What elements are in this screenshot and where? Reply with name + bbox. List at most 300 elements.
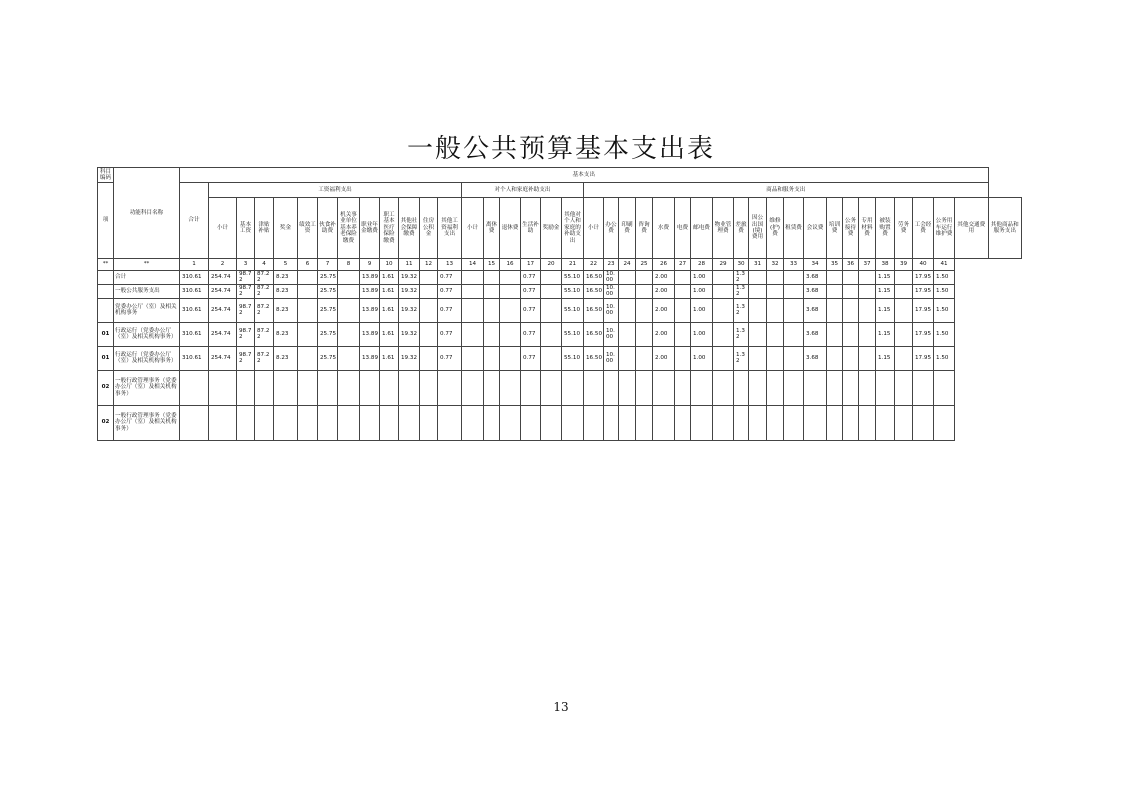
value-cell [298, 405, 318, 440]
value-cell [360, 405, 380, 440]
value-cell [749, 298, 767, 322]
value-cell [298, 322, 318, 346]
value-cell [749, 271, 767, 285]
value-cell: 0.77 [438, 284, 462, 298]
value-cell: 13.89 [360, 322, 380, 346]
value-cell [934, 370, 955, 405]
value-cell [636, 271, 653, 285]
value-cell [500, 271, 521, 285]
value-cell: 0.77 [438, 322, 462, 346]
value-cell [462, 322, 484, 346]
row-code: 02 [98, 405, 114, 440]
value-cell: 10.00 [604, 322, 619, 346]
value-cell: 16.50 [584, 284, 604, 298]
header-col-27: 差旅费 [734, 198, 749, 259]
value-cell [843, 370, 859, 405]
header-col-22: 咨询费 [636, 198, 653, 259]
value-cell: 25.75 [318, 271, 338, 285]
value-cell [876, 370, 895, 405]
index-cell: 15 [484, 259, 500, 271]
value-cell [338, 405, 360, 440]
value-cell: 1.00 [691, 346, 713, 370]
value-cell [298, 284, 318, 298]
value-cell [827, 346, 843, 370]
header-col-17: 奖励金 [541, 198, 562, 259]
value-cell: 3.68 [804, 322, 827, 346]
value-cell [636, 346, 653, 370]
index-cell: 13 [438, 259, 462, 271]
index-cell: 5 [274, 259, 298, 271]
value-cell: 8.23 [274, 322, 298, 346]
value-cell [209, 370, 237, 405]
value-cell [876, 405, 895, 440]
value-cell [237, 370, 255, 405]
index-cell: 7 [318, 259, 338, 271]
value-cell: 16.50 [584, 298, 604, 322]
value-cell [318, 405, 338, 440]
value-cell [562, 370, 584, 405]
value-cell [859, 322, 876, 346]
value-cell [484, 284, 500, 298]
value-cell: 0.77 [521, 271, 541, 285]
value-cell [399, 370, 420, 405]
index-cell: 9 [360, 259, 380, 271]
value-cell [675, 370, 691, 405]
value-cell: 254.74 [209, 284, 237, 298]
value-cell: 310.61 [180, 284, 209, 298]
index-cell: 23 [604, 259, 619, 271]
value-cell [338, 346, 360, 370]
value-cell: 19.32 [399, 322, 420, 346]
value-cell: 1.00 [691, 284, 713, 298]
value-cell [675, 405, 691, 440]
value-cell: 2.00 [653, 284, 675, 298]
row-name: 合计 [114, 271, 180, 285]
value-cell [462, 284, 484, 298]
header-col-26: 物业管理费 [713, 198, 734, 259]
value-cell [713, 284, 734, 298]
value-cell [713, 346, 734, 370]
value-cell [298, 370, 318, 405]
value-cell [895, 322, 913, 346]
value-cell [675, 346, 691, 370]
value-cell [484, 405, 500, 440]
header-col-33: 公务接待费 [843, 198, 859, 259]
header-col-1: 小计 [209, 198, 237, 259]
value-cell: 98.72 [237, 284, 255, 298]
value-cell [619, 298, 636, 322]
value-cell [360, 370, 380, 405]
value-cell [895, 271, 913, 285]
value-cell [713, 322, 734, 346]
header-col-25: 邮电费 [691, 198, 713, 259]
value-cell: 1.32 [734, 346, 749, 370]
header-col-24: 电费 [675, 198, 691, 259]
index-cell: 3 [237, 259, 255, 271]
value-cell [895, 284, 913, 298]
header-total: 合计 [180, 183, 209, 259]
value-cell: 87.22 [255, 346, 274, 370]
index-cell: 24 [619, 259, 636, 271]
index-cell: 17 [521, 259, 541, 271]
value-cell: 1.15 [876, 298, 895, 322]
value-cell [859, 346, 876, 370]
value-cell [767, 346, 784, 370]
value-cell: 87.22 [255, 322, 274, 346]
index-cell: 25 [636, 259, 653, 271]
value-cell: 98.72 [237, 298, 255, 322]
value-cell [484, 346, 500, 370]
value-cell: 98.72 [237, 322, 255, 346]
header-col-12: 其他工资福利支出 [438, 198, 462, 259]
value-cell: 0.77 [521, 346, 541, 370]
value-cell [209, 405, 237, 440]
header-col-37: 工会经费 [913, 198, 934, 259]
value-cell [399, 405, 420, 440]
value-cell: 13.89 [360, 346, 380, 370]
index-cell: 22 [584, 259, 604, 271]
value-cell: 254.74 [209, 346, 237, 370]
value-cell [804, 370, 827, 405]
value-cell [734, 370, 749, 405]
value-cell [484, 298, 500, 322]
index-cell: 6 [298, 259, 318, 271]
value-cell [420, 405, 438, 440]
value-cell [500, 298, 521, 322]
value-cell: 1.00 [691, 271, 713, 285]
value-cell [713, 370, 734, 405]
value-cell [691, 370, 713, 405]
value-cell [338, 298, 360, 322]
value-cell [584, 370, 604, 405]
value-cell [541, 298, 562, 322]
index-cell: 2 [209, 259, 237, 271]
value-cell [675, 284, 691, 298]
value-cell [784, 271, 804, 285]
value-cell [619, 370, 636, 405]
value-cell [619, 346, 636, 370]
index-cell: 33 [784, 259, 804, 271]
value-cell: 1.50 [934, 271, 955, 285]
value-cell [713, 298, 734, 322]
value-cell [338, 370, 360, 405]
value-cell [934, 405, 955, 440]
value-cell [675, 271, 691, 285]
value-cell: 17.95 [913, 298, 934, 322]
index-cell: 29 [713, 259, 734, 271]
index-cell: 34 [804, 259, 827, 271]
row-name: 一般行政管理事务（党委办公厅（室）及相关机构事务） [114, 405, 180, 440]
value-cell: 0.77 [521, 298, 541, 322]
value-cell [298, 346, 318, 370]
value-cell: 0.77 [438, 298, 462, 322]
header-col-16: 生活补助 [521, 198, 541, 259]
header-col-35: 被装购置费 [876, 198, 895, 259]
value-cell [562, 405, 584, 440]
value-cell: 55.10 [562, 322, 584, 346]
header-col-39: 其他交通费用 [955, 198, 989, 259]
value-cell [895, 405, 913, 440]
value-cell [859, 284, 876, 298]
row-code [98, 271, 114, 285]
value-cell: 1.61 [380, 284, 399, 298]
value-cell: 1.50 [934, 322, 955, 346]
value-cell [255, 370, 274, 405]
value-cell [237, 405, 255, 440]
header-col-32: 培训费 [827, 198, 843, 259]
value-cell [767, 405, 784, 440]
value-cell: 0.77 [521, 322, 541, 346]
value-cell [462, 298, 484, 322]
header-col-11: 住房公积金 [420, 198, 438, 259]
value-cell [180, 405, 209, 440]
value-cell: 1.15 [876, 284, 895, 298]
value-cell: 10.00 [604, 284, 619, 298]
header-personal-group: 对个人和家庭补助支出 [462, 183, 584, 198]
value-cell [843, 346, 859, 370]
value-cell [500, 370, 521, 405]
value-cell [541, 346, 562, 370]
value-cell [521, 370, 541, 405]
value-cell: 87.22 [255, 284, 274, 298]
value-cell [859, 271, 876, 285]
value-cell [636, 322, 653, 346]
header-col-5: 绩效工资 [298, 198, 318, 259]
value-cell [749, 322, 767, 346]
value-cell [380, 405, 399, 440]
index-cell: 26 [653, 259, 675, 271]
value-cell [843, 322, 859, 346]
value-cell [895, 298, 913, 322]
value-cell: 1.61 [380, 346, 399, 370]
header-col-38: 公务用车运行维护费 [934, 198, 955, 259]
value-cell: 1.50 [934, 346, 955, 370]
value-cell: 1.00 [691, 298, 713, 322]
row-name: 一般行政管理事务（党委办公厅（室）及相关机构事务） [114, 370, 180, 405]
budget-table [97, 167, 1022, 441]
header-col-13: 小计 [462, 198, 484, 259]
value-cell [636, 284, 653, 298]
value-cell [338, 322, 360, 346]
header-col-21: 印刷费 [619, 198, 636, 259]
value-cell: 17.95 [913, 322, 934, 346]
value-cell [913, 405, 934, 440]
row-name: 党委办公厅（室）及相关机构事务 [114, 298, 180, 322]
value-cell: 25.75 [318, 284, 338, 298]
value-cell [827, 284, 843, 298]
index-cell: 4 [255, 259, 274, 271]
value-cell [636, 298, 653, 322]
value-cell [484, 322, 500, 346]
value-cell [420, 370, 438, 405]
value-cell [636, 370, 653, 405]
header-col-2: 基本工资 [237, 198, 255, 259]
value-cell: 1.32 [734, 284, 749, 298]
value-cell: 13.89 [360, 284, 380, 298]
value-cell: 3.68 [804, 271, 827, 285]
value-cell [653, 405, 675, 440]
header-col-15: 退休费 [500, 198, 521, 259]
table-row [98, 370, 1022, 405]
value-cell: 2.00 [653, 322, 675, 346]
value-cell: 1.61 [380, 322, 399, 346]
value-cell [604, 405, 619, 440]
table-row [98, 284, 1022, 298]
value-cell [541, 322, 562, 346]
index-cell: 27 [675, 259, 691, 271]
value-cell [541, 284, 562, 298]
index-cell: 11 [399, 259, 420, 271]
value-cell [338, 284, 360, 298]
value-cell [500, 346, 521, 370]
value-cell [438, 370, 462, 405]
header-col-19: 小计 [584, 198, 604, 259]
header-col-36: 劳务费 [895, 198, 913, 259]
value-cell [420, 346, 438, 370]
page-title: 一般公共预算基本支出表 [406, 134, 715, 164]
value-cell: 0.77 [438, 346, 462, 370]
value-cell [827, 370, 843, 405]
value-cell: 1.00 [691, 322, 713, 346]
value-cell [484, 271, 500, 285]
value-cell: 8.23 [274, 346, 298, 370]
value-cell: 254.74 [209, 271, 237, 285]
value-cell [500, 284, 521, 298]
value-cell: 10.00 [604, 298, 619, 322]
value-cell: 2.00 [653, 271, 675, 285]
row-code: 01 [98, 346, 114, 370]
value-cell: 3.68 [804, 284, 827, 298]
value-cell [438, 405, 462, 440]
header-col-9: 职工基本医疗保险缴费 [380, 198, 399, 259]
value-cell [895, 346, 913, 370]
value-cell [619, 271, 636, 285]
value-cell: 25.75 [318, 346, 338, 370]
value-cell: 310.61 [180, 298, 209, 322]
value-cell [462, 271, 484, 285]
value-cell: 3.68 [804, 346, 827, 370]
value-cell: 8.23 [274, 298, 298, 322]
value-cell [521, 405, 541, 440]
header-col-18: 其他对个人和家庭的补助支出 [562, 198, 584, 259]
value-cell [500, 405, 521, 440]
index-cell: 10 [380, 259, 399, 271]
value-cell [420, 322, 438, 346]
value-cell: 310.61 [180, 346, 209, 370]
index-cell: 14 [462, 259, 484, 271]
value-cell: 1.15 [876, 346, 895, 370]
value-cell: 17.95 [913, 346, 934, 370]
value-cell [619, 284, 636, 298]
header-col-23: 水费 [653, 198, 675, 259]
index-cell: 35 [827, 259, 843, 271]
value-cell [713, 271, 734, 285]
value-cell [784, 284, 804, 298]
value-cell: 17.95 [913, 271, 934, 285]
value-cell: 17.95 [913, 284, 934, 298]
index-cell: 28 [691, 259, 713, 271]
value-cell: 19.32 [399, 271, 420, 285]
header-col-40: 其他商品和服务支出 [988, 198, 1022, 259]
value-cell: 55.10 [562, 346, 584, 370]
value-cell: 13.89 [360, 271, 380, 285]
value-cell [298, 271, 318, 285]
value-cell [749, 284, 767, 298]
value-cell: 55.10 [562, 271, 584, 285]
value-cell: 16.50 [584, 322, 604, 346]
value-cell [827, 405, 843, 440]
index-cell: 30 [734, 259, 749, 271]
value-cell [380, 370, 399, 405]
header-col-7: 机关事业单位基本养老保险缴费 [338, 198, 360, 259]
value-cell [713, 405, 734, 440]
value-cell: 310.61 [180, 271, 209, 285]
value-cell: 8.23 [274, 271, 298, 285]
header-col-6: 伙食补助费 [318, 198, 338, 259]
page-number: 13 [553, 700, 569, 714]
value-cell: 16.50 [584, 346, 604, 370]
header-col-28: 因公出国(境)费用 [749, 198, 767, 259]
value-cell [274, 405, 298, 440]
value-cell [784, 370, 804, 405]
table-row [98, 346, 1022, 370]
value-cell: 1.32 [734, 322, 749, 346]
value-cell [827, 322, 843, 346]
value-cell [541, 405, 562, 440]
value-cell: 1.61 [380, 298, 399, 322]
value-cell [462, 405, 484, 440]
value-cell: 254.74 [209, 298, 237, 322]
header-col-8: 职业年金缴费 [360, 198, 380, 259]
value-cell [827, 298, 843, 322]
header-code: 科目编码 [98, 168, 114, 183]
value-cell: 16.50 [584, 271, 604, 285]
value-cell [584, 405, 604, 440]
value-cell: 13.89 [360, 298, 380, 322]
value-cell: 10.00 [604, 346, 619, 370]
value-cell: 1.50 [934, 284, 955, 298]
row-code: 02 [98, 370, 114, 405]
value-cell: 2.00 [653, 346, 675, 370]
index-cell: 32 [767, 259, 784, 271]
index-cell: 20 [541, 259, 562, 271]
value-cell: 10.00 [604, 271, 619, 285]
header-wage-group: 工资福利支出 [209, 183, 462, 198]
value-cell [338, 271, 360, 285]
value-cell [636, 405, 653, 440]
value-cell [462, 370, 484, 405]
value-cell [604, 370, 619, 405]
header-col-3: 津贴补贴 [255, 198, 274, 259]
value-cell: 87.22 [255, 298, 274, 322]
value-cell [827, 271, 843, 285]
value-cell [734, 405, 749, 440]
row-code [98, 298, 114, 322]
value-cell: 1.32 [734, 271, 749, 285]
index-cell: 37 [859, 259, 876, 271]
value-cell: 19.32 [399, 346, 420, 370]
value-cell [420, 271, 438, 285]
value-cell: 1.61 [380, 271, 399, 285]
index-cell: ** [98, 259, 114, 271]
header-name: 功能科目名称 [114, 168, 180, 259]
header-col-20: 办公费 [604, 198, 619, 259]
index-cell: 40 [913, 259, 934, 271]
value-cell [749, 405, 767, 440]
value-cell [843, 271, 859, 285]
value-cell: 55.10 [562, 298, 584, 322]
index-cell: 1 [180, 259, 209, 271]
